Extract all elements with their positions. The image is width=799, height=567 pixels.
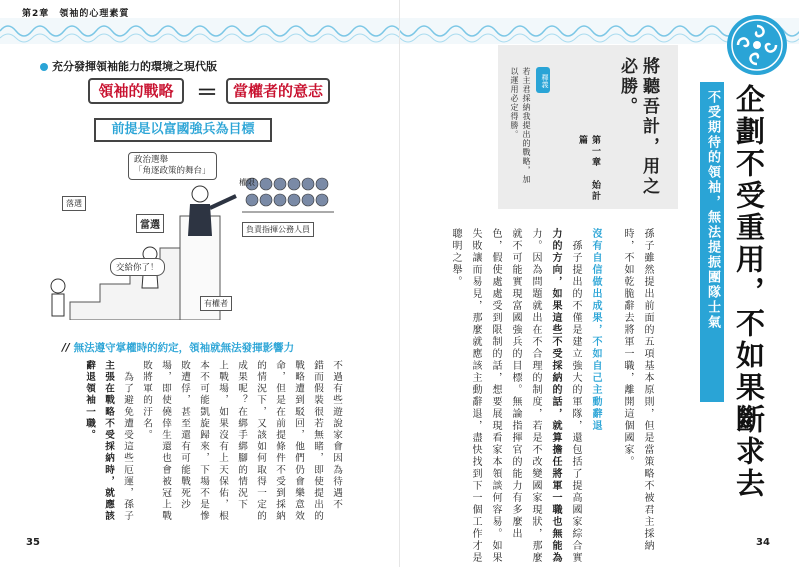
label-fall: 落選 — [62, 196, 86, 211]
body-column: 為了避免遭受這些厄運，孫子 — [122, 360, 133, 523]
callout-text: 無法遵守掌權時的約定，領袖就無法發揮影響力 — [73, 342, 295, 354]
label-power: 權限 — [239, 178, 255, 187]
column-spacer — [608, 228, 614, 498]
chapter-header — [22, 6, 129, 19]
body-column: 辭退領袖一職。 — [84, 360, 95, 442]
page-gutter — [399, 0, 400, 567]
body-column: 力。因為問題就出在不合理的制度，若是不改變國家現狀，那麼 — [530, 228, 541, 564]
body-column: 時，不如乾脆辭去將軍一職，離開這個國家。 — [622, 228, 633, 468]
label-authority: 有權者 — [200, 296, 232, 311]
right-body-text — [448, 228, 654, 564]
gloss-text: 若主君採納我提出的戰略，加以運用必定得勝。 — [510, 67, 531, 184]
section-subtitle-text: 充分發揮領袖能力的環境之現代版 — [52, 60, 217, 73]
body-column: 場，即使僥倖生還也會被冠上戰 — [160, 360, 171, 523]
double-slash-icon: // — [62, 342, 70, 354]
chapter-number: 第2章 — [22, 9, 50, 19]
quote-source: 第一章 始計篇 — [577, 135, 600, 202]
page-number-right: 34 — [756, 537, 770, 548]
quote-panel — [498, 45, 678, 209]
quote-text: 將聽吾計，用之必勝。 — [617, 57, 659, 197]
body-column: 就不可能實現富國強兵的目標。無論指揮官的能力有多麼出 — [510, 228, 521, 540]
body-column: 命，但是在前提條件不受到採納 — [274, 360, 285, 523]
label-win: 當選 — [136, 214, 164, 233]
box-ruler-will: 當權者的意志 — [226, 78, 330, 104]
left-body-text — [82, 360, 343, 523]
blue-dot-bullet-icon — [40, 63, 48, 71]
body-column: 孫子提出的不僅是建立強大的軍隊，還包括了提高國家綜合實 — [570, 228, 581, 564]
body-column: 本不可能凱旋歸來，下場不是慘 — [198, 360, 209, 523]
section-heading: 沒有自信做出成果，不如自己主動辭退 — [590, 228, 601, 432]
gloss-tag: 釋義 — [536, 67, 550, 93]
equals-sign: ＝ — [196, 81, 219, 106]
page-number-left: 35 — [26, 537, 40, 548]
body-column: 敗將軍的汙名。 — [141, 360, 152, 442]
subtitle-band — [700, 82, 724, 402]
chapter-title: 領袖的心理素質 — [59, 9, 130, 19]
body-column: 成果呢？在綁手綁腳的情況下 — [236, 360, 247, 511]
body-column: 失敗讓而易見，那麼就應該主動辭退，盡快找到下一個工作才是 — [470, 228, 481, 564]
label-officials: 負責指揮公務人員 — [242, 222, 314, 237]
body-column: 上戰場，如果沒有上天保佑，根 — [217, 360, 228, 523]
illustration-election — [40, 72, 340, 320]
body-column: 孫子雖然提出前面的五項基本原則，但是當策略不被君主採納 — [642, 228, 653, 552]
body-column: 敗遭俘，甚至還有可能戰死沙 — [179, 360, 190, 511]
speech-handover: 交給你了！ — [110, 258, 165, 276]
cloud-scroll-emblem-icon — [726, 14, 788, 76]
body-column: 力的方向，如果這些不受採納的話，就算擔任將軍一職也無能為 — [550, 228, 561, 564]
callout-line — [62, 340, 294, 355]
page-subtitle: 不受期待的領袖，無法提振團隊士氣 — [705, 90, 720, 330]
body-column: 戰略遭到駁回，他們仍會樂意效 — [293, 360, 304, 523]
box-leader-strategy: 領袖的戰略 — [88, 78, 184, 104]
body-column: 的情況下，又該如何取得一定的 — [255, 360, 266, 523]
bubble-election: 政治選舉 「角逐政策的舞台」 — [128, 152, 217, 180]
page-title: 企劃不受重用，不如果斷求去 — [732, 84, 766, 500]
body-column: 不過有些遊說家會因為待遇不 — [331, 360, 342, 511]
premise-banner: 前提是以富國強兵為目標 — [94, 118, 272, 142]
body-column: 色，假使處處受到限制的話，想要展現看家本領談何容易。如果 — [490, 228, 501, 564]
body-column: 錯而假裝很若無睹，即使提出的 — [312, 360, 323, 523]
body-column: 聰明之舉。 — [450, 228, 461, 288]
body-column: 主張在戰略不受採納時，就應該 — [103, 360, 114, 523]
